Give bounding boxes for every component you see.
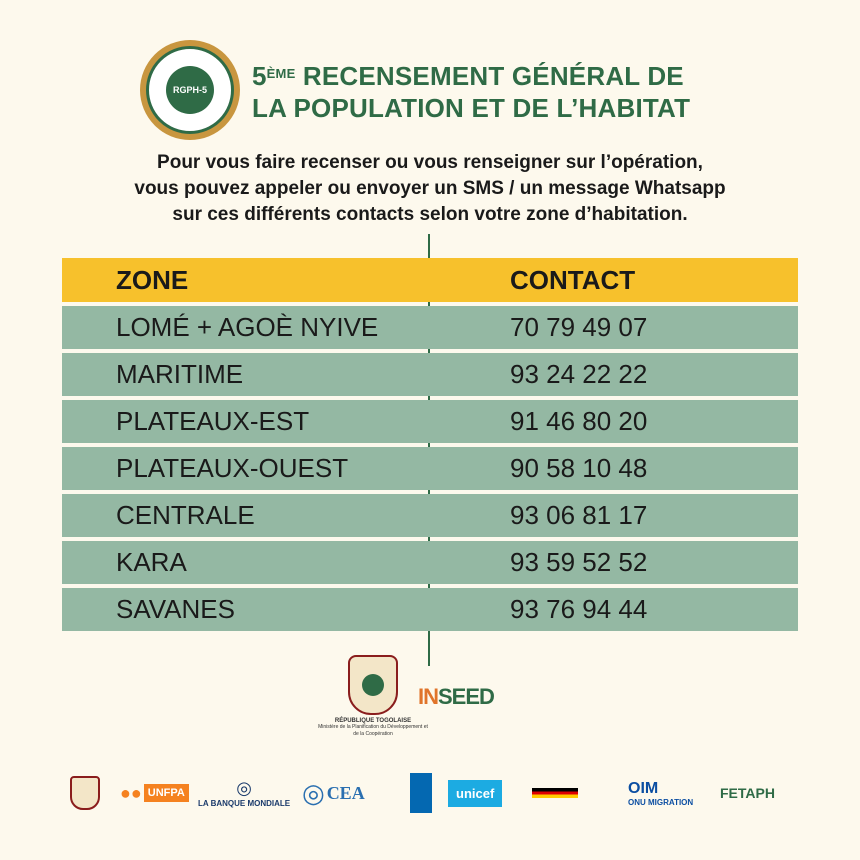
contact-header: CONTACT bbox=[510, 264, 636, 295]
ministry-logo bbox=[70, 770, 100, 816]
inseed-logo: INSEED bbox=[418, 684, 494, 709]
table-row: PLATEAUX-OUEST 90 58 10 48 bbox=[62, 447, 798, 490]
table-row: KARA 93 59 52 52 bbox=[62, 541, 798, 584]
cea-logo: ◎ CEA bbox=[302, 777, 365, 808]
world-bank-logo: ◎ LA BANQUE MONDIALE bbox=[198, 778, 291, 808]
contacts-table bbox=[62, 258, 798, 635]
undp-logo bbox=[410, 770, 432, 816]
table-row: MARITIME 93 24 22 22 bbox=[62, 353, 798, 396]
table-row: PLATEAUX-EST 91 46 80 20 bbox=[62, 400, 798, 443]
partner-logos bbox=[70, 770, 800, 820]
page-title: 5ÈME RECENSEMENT GÉNÉRAL DE LA POPULATION ET DE L’HABITAT bbox=[252, 61, 691, 123]
unfpa-logo: ●● UNFPA bbox=[120, 770, 189, 816]
rgph-logo: RGPH-5 bbox=[140, 40, 240, 140]
giz-logo bbox=[532, 770, 578, 816]
unicef-logo: unicef bbox=[448, 770, 502, 816]
intro-text: Pour vous faire recenser ou vous renseigner sur l’opération, vous pouvez appeler ou envoyer un SMS / un message Whatsapp sur ces différents contacts selon votre zone d’habitation. bbox=[134, 152, 726, 225]
table-row: CENTRALE 93 06 81 17 bbox=[62, 494, 798, 537]
zone-header: ZONE bbox=[116, 264, 189, 295]
table-header bbox=[62, 258, 798, 302]
coat-of-arms-icon bbox=[348, 655, 398, 715]
table-row: LOMÉ + AGOÈ NYIVE 70 79 49 07 bbox=[62, 306, 798, 349]
table-row: SAVANES 93 76 94 44 bbox=[62, 588, 798, 631]
togo-emblem: RÉPUBLIQUE TOGOLAISE Ministère de la Planification du Développement et de la Coopération bbox=[318, 655, 428, 745]
fetaph-logo: FETAPH bbox=[720, 785, 775, 801]
oim-logo: OIM ONU MIGRATION bbox=[628, 779, 694, 807]
